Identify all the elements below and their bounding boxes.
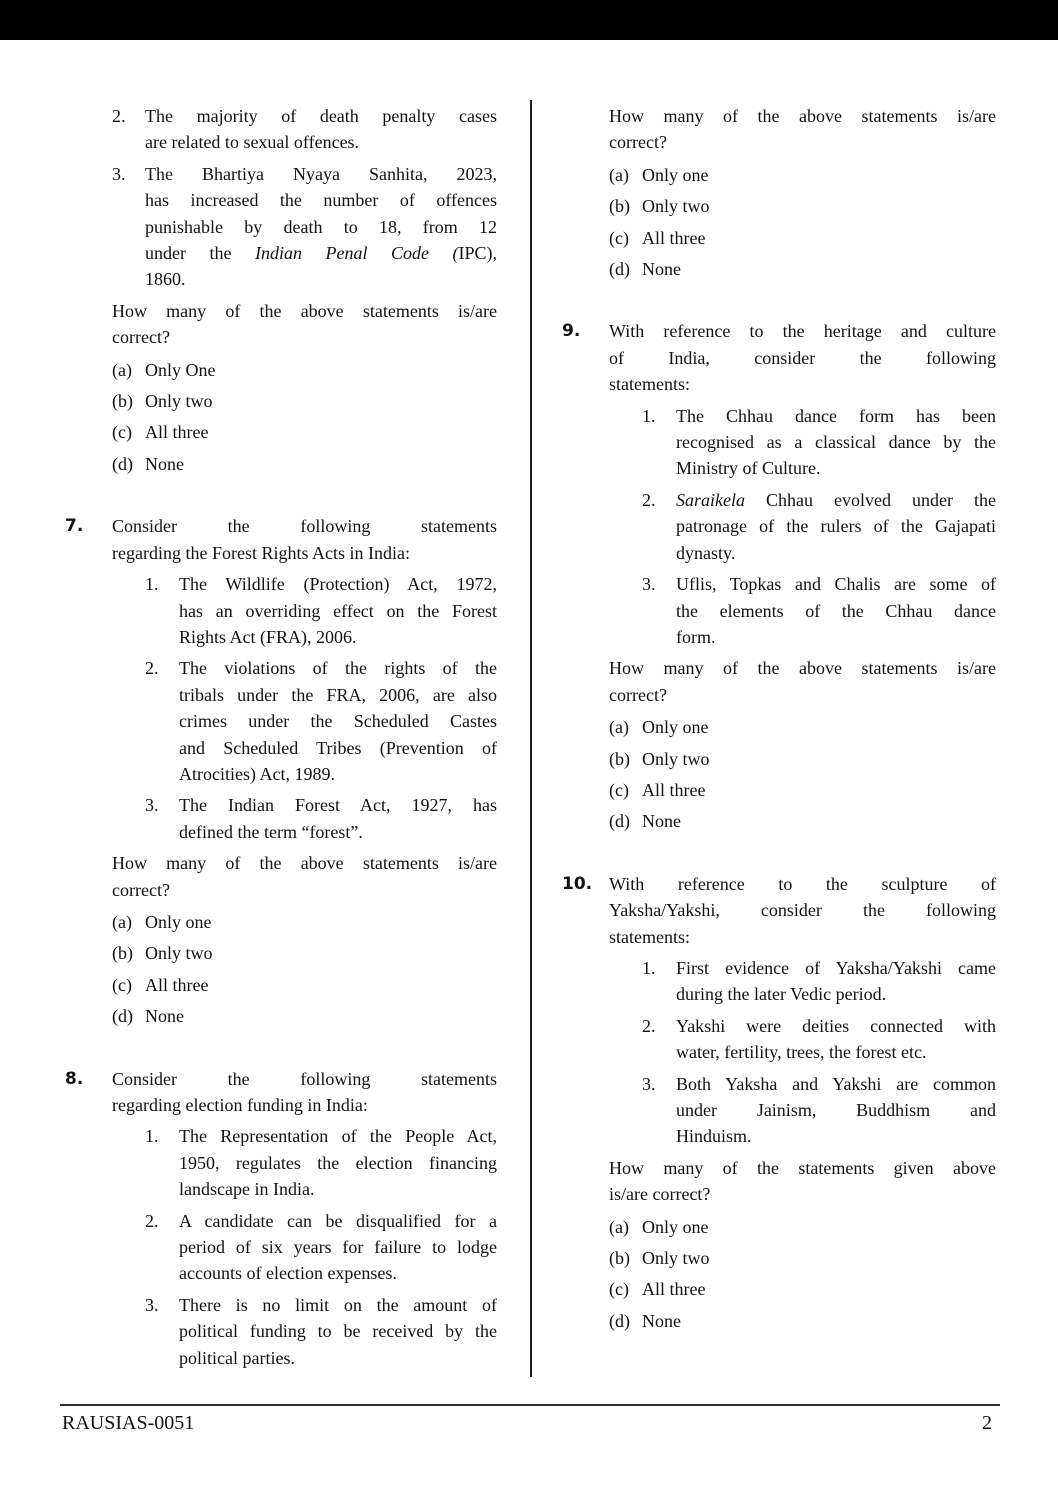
- statement-line: recognised as a classical dance by the: [676, 432, 996, 453]
- option-label: None: [145, 453, 184, 474]
- statement: [560, 955, 996, 1008]
- statement-line: Yakshi were deities connected with: [676, 1015, 996, 1036]
- stem-line: regarding the Forest Rights Acts in India:: [112, 542, 410, 563]
- question-stem: [560, 871, 996, 950]
- statement-number: 2.: [642, 1015, 656, 1036]
- question-stem: [63, 1066, 497, 1119]
- footer-rule: [60, 1404, 1000, 1406]
- option-letter: (a): [609, 717, 629, 738]
- option-letter: (c): [609, 1279, 629, 1300]
- prompt-line: correct?: [609, 132, 667, 153]
- doc-code: RAUSIAS-0051: [62, 1412, 195, 1434]
- statement-line: Atrocities) Act, 1989.: [179, 763, 335, 784]
- option-label: Only One: [145, 359, 216, 380]
- question-stem: [63, 513, 497, 566]
- statement-line: and Scheduled Tribes (Prevention of: [179, 737, 497, 758]
- option-label: All three: [145, 422, 209, 443]
- statement: [560, 1071, 996, 1150]
- statement-number: 1.: [145, 574, 159, 595]
- statement-number: 2.: [642, 489, 656, 510]
- option-letter: (d): [609, 1310, 630, 1331]
- statement: [63, 655, 497, 787]
- left-column: [63, 103, 497, 1371]
- stem-line: Consider the following statements: [112, 516, 497, 537]
- statement-line: The Indian Forest Act, 1927, has: [179, 795, 497, 816]
- statement-line: form.: [676, 626, 716, 647]
- prompt-line: How many of the above statements is/are: [112, 300, 497, 321]
- statement-line: A candidate can be disqualified for a: [179, 1210, 497, 1231]
- option-letter: (c): [609, 227, 629, 248]
- question-10: [560, 871, 996, 1335]
- option-label: Only one: [642, 164, 709, 185]
- statement-line: under Jainism, Buddhism and: [676, 1100, 996, 1120]
- option-label: All three: [642, 779, 706, 800]
- page-number: 2: [982, 1412, 992, 1434]
- option-row: [63, 940, 497, 966]
- statement-line: political parties.: [179, 1347, 295, 1368]
- prompt-line: How many of the above statements is/are: [112, 853, 497, 874]
- stem-line: Consider the following statements: [112, 1068, 497, 1089]
- column-divider: [530, 100, 532, 1377]
- option-row: [560, 808, 996, 834]
- option-label: Only two: [145, 391, 213, 412]
- statement-line: Uflis, Topkas and Chalis are some of: [676, 574, 996, 595]
- option-letter: (c): [112, 974, 132, 995]
- prompt-line: How many of the statements given above: [609, 1157, 996, 1178]
- options-list: [560, 714, 996, 835]
- statement-line: There is no limit on the amount of: [179, 1294, 497, 1315]
- stem-line: With reference to the sculpture of: [609, 873, 996, 894]
- statement-number: 2.: [145, 1210, 159, 1231]
- prompt-line: correct?: [112, 327, 170, 348]
- statement-line: during the later Vedic period.: [676, 984, 887, 1005]
- statement-line: period of six years for failure to lodge: [179, 1237, 497, 1258]
- stem-line: Yaksha/Yakshi, consider the following: [609, 900, 996, 921]
- statement-line: tribals under the FRA, 2006, are also: [179, 684, 497, 705]
- statement: [63, 103, 497, 156]
- statement-line: [145, 240, 497, 266]
- option-row: [63, 909, 497, 935]
- prompt-line: How many of the above statements is/are: [609, 106, 996, 126]
- statement-line: crimes under the Scheduled Castes: [179, 711, 497, 732]
- option-letter: (d): [609, 811, 630, 832]
- statement-line: The Representation of the People Act,: [179, 1126, 497, 1147]
- option-letter: (b): [609, 748, 630, 769]
- option-row: [560, 256, 996, 282]
- statement-line: defined the term “forest”.: [179, 821, 363, 842]
- option-letter: (a): [112, 911, 132, 932]
- stem-line: of India, consider the following: [609, 347, 996, 368]
- statement-line: are related to sexual offences.: [145, 132, 360, 153]
- option-row: [560, 777, 996, 803]
- top-black-banner: [0, 0, 1058, 40]
- option-letter: (b): [609, 196, 630, 217]
- right-column: [560, 103, 996, 1334]
- option-row: [560, 193, 996, 219]
- question-number: 8.: [65, 1068, 84, 1089]
- statement-number: 1.: [642, 957, 656, 978]
- italic-text-run: Indian Penal Code (: [254, 243, 459, 264]
- question-number: 7.: [65, 516, 84, 537]
- option-letter: (b): [112, 391, 133, 412]
- question-8: [63, 1066, 497, 1371]
- statement-line: Hinduism.: [676, 1126, 752, 1147]
- statement-number: 2.: [145, 658, 159, 679]
- statement-number: 1.: [642, 405, 656, 426]
- statement: [63, 792, 497, 845]
- statement-line: the elements of the Chhau dance: [676, 600, 996, 621]
- option-row: [560, 225, 996, 251]
- text-run: under the: [145, 243, 255, 264]
- statement: [560, 1013, 996, 1066]
- statement-number: 3.: [112, 163, 126, 184]
- option-row: [560, 162, 996, 188]
- statement: [63, 571, 497, 650]
- statement-number: 3.: [145, 795, 159, 816]
- option-row: [63, 357, 497, 383]
- statement-line: The Chhau dance form has been: [676, 405, 996, 426]
- statement-number: 3.: [642, 1073, 656, 1094]
- option-label: All three: [145, 974, 209, 995]
- statement-line: The Bhartiya Nyaya Sanhita, 2023,: [145, 163, 497, 184]
- text-run: Chhau evolved under the: [745, 489, 996, 510]
- statement: [63, 1208, 497, 1287]
- italic-text-run: Saraikela: [676, 489, 745, 510]
- statement: [63, 1292, 497, 1371]
- prompt-line: How many of the above statements is/are: [609, 658, 996, 679]
- stem-line: statements:: [609, 374, 690, 395]
- statement-line: landscape in India.: [179, 1179, 315, 1200]
- option-letter: (b): [609, 1248, 630, 1269]
- question-7: [63, 513, 497, 1029]
- option-label: None: [642, 811, 681, 832]
- statement-number: 1.: [145, 1126, 159, 1147]
- option-label: All three: [642, 1279, 706, 1300]
- options-list: [560, 1214, 996, 1335]
- option-letter: (a): [609, 164, 629, 185]
- statement: [560, 403, 996, 482]
- option-row: [560, 1245, 996, 1271]
- statement-number: 3.: [145, 1294, 159, 1315]
- question-prompt: [63, 850, 497, 903]
- statement: [63, 161, 497, 293]
- option-label: Only two: [145, 943, 213, 964]
- question-stem: [560, 318, 996, 397]
- option-label: Only two: [642, 1248, 710, 1269]
- statement-line: Ministry of Culture.: [676, 458, 821, 479]
- option-letter: (d): [609, 259, 630, 280]
- option-letter: (a): [609, 1216, 629, 1237]
- stem-line: statements:: [609, 926, 690, 947]
- statement-line: The violations of the rights of the: [179, 658, 497, 679]
- option-row: [560, 1308, 996, 1334]
- stem-line: regarding election funding in India:: [112, 1095, 368, 1115]
- statement-number: 3.: [642, 574, 656, 595]
- option-letter: (d): [112, 453, 133, 474]
- statement-line: political funding to be received by the: [179, 1321, 497, 1342]
- statement-line: 1950, regulates the election financing: [179, 1152, 497, 1173]
- option-row: [63, 419, 497, 445]
- statement-line: accounts of election expenses.: [179, 1263, 397, 1284]
- statement: [63, 1123, 497, 1202]
- statement-line: [676, 487, 996, 513]
- statement-line: Both Yaksha and Yakshi are common: [676, 1073, 996, 1094]
- statement-line: dynasty.: [676, 542, 736, 563]
- statement-line: First evidence of Yaksha/Yakshi came: [676, 957, 996, 978]
- question-prompt: [560, 1155, 996, 1208]
- prompt-line: correct?: [112, 879, 170, 900]
- question-8-continuation: [560, 103, 996, 282]
- option-label: All three: [642, 227, 706, 248]
- option-label: Only one: [145, 911, 212, 932]
- options-list: [560, 162, 996, 283]
- statement: [560, 571, 996, 650]
- option-label: None: [642, 259, 681, 280]
- option-letter: (a): [112, 359, 132, 380]
- question-number: 10.: [562, 873, 593, 894]
- statement: [560, 487, 996, 566]
- option-label: None: [145, 1006, 184, 1027]
- statement-line: patronage of the rulers of the Gajapati: [676, 516, 996, 537]
- statement-number: 2.: [112, 106, 126, 126]
- text-run: IPC),: [458, 243, 497, 264]
- option-letter: (c): [609, 779, 629, 800]
- option-letter: (c): [112, 422, 132, 443]
- statement-line: The Wildlife (Protection) Act, 1972,: [179, 574, 497, 595]
- option-row: [63, 1003, 497, 1029]
- statement-line: 1860.: [145, 269, 186, 290]
- option-row: [560, 746, 996, 772]
- statement-line: has increased the number of offences: [145, 190, 497, 211]
- option-letter: (b): [112, 943, 133, 964]
- options-list: [63, 909, 497, 1030]
- stem-line: With reference to the heritage and culture: [609, 321, 996, 342]
- question-9: [560, 318, 996, 834]
- option-row: [560, 1276, 996, 1302]
- option-label: Only two: [642, 196, 710, 217]
- option-row: [63, 451, 497, 477]
- options-list: [63, 357, 497, 478]
- statement-line: water, fertility, trees, the forest etc.: [676, 1042, 927, 1063]
- option-label: Only one: [642, 1216, 709, 1237]
- question-number: 9.: [562, 321, 581, 342]
- prompt-line: is/are correct?: [609, 1184, 711, 1205]
- statement-line: has an overriding effect on the Forest: [179, 600, 497, 621]
- option-label: None: [642, 1310, 681, 1331]
- option-row: [63, 972, 497, 998]
- option-letter: (d): [112, 1006, 133, 1027]
- question-prompt: [560, 655, 996, 708]
- statement-line: punishable by death to 18, from 12: [145, 216, 497, 237]
- option-label: Only one: [642, 717, 709, 738]
- question-prompt: [560, 103, 996, 156]
- option-row: [63, 388, 497, 414]
- statement-line: Rights Act (FRA), 2006.: [179, 626, 357, 647]
- option-row: [560, 714, 996, 740]
- prompt-line: correct?: [609, 684, 667, 705]
- option-row: [560, 1214, 996, 1240]
- statement-line: The majority of death penalty cases: [145, 106, 497, 126]
- question-6-continuation: [63, 103, 497, 477]
- question-prompt: [63, 298, 497, 351]
- option-label: Only two: [642, 748, 710, 769]
